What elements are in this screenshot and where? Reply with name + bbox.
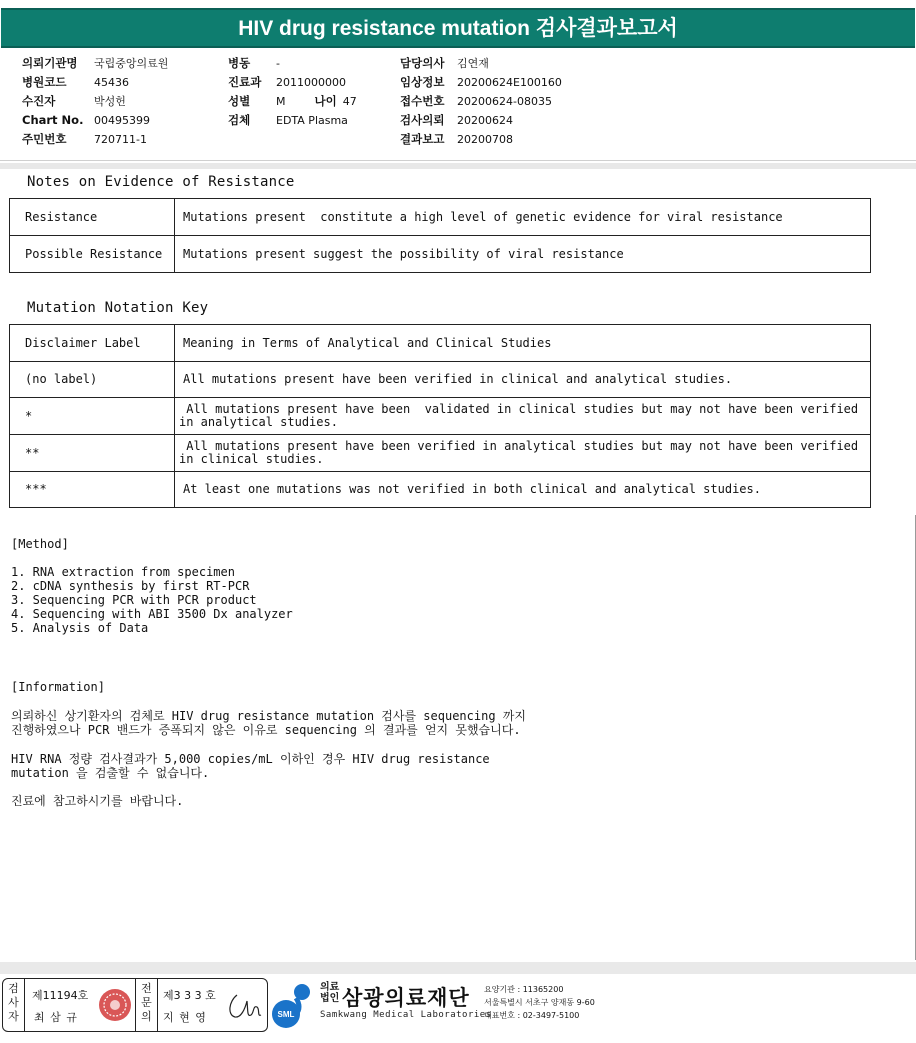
info-value: 20200624E100160 bbox=[457, 76, 562, 89]
information-paragraph: HIV RNA 정량 검사결과가 5,000 copies/mL 이하인 경우 HIV drug resistance mutation 을 검출할 수 없습니다. bbox=[11, 752, 490, 780]
signature-icon bbox=[223, 987, 265, 1025]
info-row-institution bbox=[22, 54, 168, 73]
report-title: HIV drug resistance mutation 검사결과보고서 bbox=[238, 17, 678, 40]
info-row-test-request bbox=[400, 111, 562, 130]
examiner-name: 최 삼 규 bbox=[34, 1011, 78, 1024]
table-cell-label: Resistance bbox=[10, 199, 175, 236]
report-title-banner bbox=[1, 8, 915, 48]
info-row-ward bbox=[228, 54, 357, 73]
information-paragraph: 의뢰하신 상기환자의 검체로 HIV drug resistance mutation 검사를 sequencing 까지 진행하였으나 PCR 밴드가 증폭되지 않은 이유로 sequencing 의 결과를 얻지 못했습니다. bbox=[11, 709, 526, 737]
header-divider-band bbox=[0, 163, 916, 169]
info-value: M bbox=[276, 95, 286, 108]
sml-logo-text: SML bbox=[277, 1010, 295, 1019]
info-value: 45436 bbox=[94, 76, 129, 89]
table-header-row bbox=[10, 325, 871, 362]
information-paragraph: 진료에 참고하시기를 바랍니다. bbox=[11, 794, 184, 808]
table-header-label: Disclaimer Label bbox=[10, 325, 175, 362]
info-label: 의뢰기관명 bbox=[22, 56, 78, 70]
info-row-resident-no bbox=[22, 130, 168, 149]
info-row-receipt-no bbox=[400, 92, 562, 111]
method-item: 5. Analysis of Data bbox=[11, 621, 149, 635]
age-value: 47 bbox=[342, 95, 357, 108]
info-label: 진료과 bbox=[228, 75, 262, 89]
info-value: 20200624-08035 bbox=[457, 95, 552, 108]
org-info-line: 대표번호 : 02-3497-5100 bbox=[484, 1011, 580, 1020]
info-value: 720711-1 bbox=[94, 133, 147, 146]
table-cell-text: All mutations present have been verified in analytical studies but may not have been verified in clinical studies. bbox=[175, 435, 871, 472]
org-english-name: Samkwang Medical Laboratories bbox=[320, 1010, 492, 1020]
info-row-specimen bbox=[228, 111, 357, 130]
info-row-department bbox=[228, 73, 357, 92]
reviewer-label-text: 전문의 bbox=[141, 982, 152, 1023]
info-value: 20200708 bbox=[457, 133, 513, 146]
examiner-label-text: 검사자 bbox=[8, 982, 19, 1023]
examiner-seal-icon bbox=[97, 987, 133, 1023]
table-cell-text: At least one mutations was not verified in both clinical and analytical studies. bbox=[175, 472, 871, 508]
info-row-physician bbox=[400, 54, 562, 73]
age-label: 나이 bbox=[314, 94, 337, 108]
info-label: 검체 bbox=[228, 113, 251, 127]
info-row-chart-no bbox=[22, 111, 168, 130]
table-cell-label: * bbox=[10, 398, 175, 435]
info-label: 접수번호 bbox=[400, 94, 445, 108]
info-value: 2011000000 bbox=[276, 76, 346, 89]
method-item: 1. RNA extraction from specimen bbox=[11, 565, 235, 579]
examiner-label bbox=[3, 979, 25, 1031]
table-row bbox=[10, 435, 871, 472]
table-header-text: Meaning in Terms of Analytical and Clinical Studies bbox=[175, 325, 871, 362]
key-table bbox=[9, 324, 871, 508]
org-name: 삼광의료재단 bbox=[342, 986, 470, 1010]
info-label: 담당의사 bbox=[400, 56, 445, 70]
notes-section-title: Notes on Evidence of Resistance bbox=[27, 174, 295, 190]
patient-info-col-3 bbox=[400, 54, 562, 149]
table-row bbox=[10, 236, 871, 273]
info-value: 국립중앙의료원 bbox=[94, 57, 169, 70]
signature-box bbox=[2, 978, 268, 1032]
info-row-result-report bbox=[400, 130, 562, 149]
table-row bbox=[10, 199, 871, 236]
reviewer-name: 지 현 영 bbox=[163, 1011, 207, 1024]
info-label: 성별 bbox=[228, 94, 251, 108]
reviewer-label bbox=[136, 979, 158, 1031]
info-label: 임상정보 bbox=[400, 75, 445, 89]
table-row bbox=[10, 472, 871, 508]
sml-logo-icon bbox=[270, 980, 320, 1030]
table-cell-text: All mutations present have been verified in clinical and analytical studies. bbox=[175, 362, 871, 398]
info-label: Chart No. bbox=[22, 113, 84, 127]
org-info-line: 요양기관 : 11365200 bbox=[484, 985, 564, 994]
table-cell-label: (no label) bbox=[10, 362, 175, 398]
info-row-clinical-info bbox=[400, 73, 562, 92]
information-title: [Information] bbox=[11, 680, 105, 694]
info-value: - bbox=[276, 57, 280, 70]
method-item: 2. cDNA synthesis by first RT-PCR bbox=[11, 579, 250, 593]
org-prefix: 의료법인 bbox=[320, 982, 340, 1004]
info-label: 주민번호 bbox=[22, 132, 67, 146]
examiner-number: 제11194호 bbox=[32, 989, 89, 1002]
method-item: 3. Sequencing PCR with PCR product bbox=[11, 593, 257, 607]
info-row-hospital-code bbox=[22, 73, 168, 92]
patient-info-col-2 bbox=[228, 54, 357, 130]
info-value: 00495399 bbox=[94, 114, 150, 127]
key-section-title: Mutation Notation Key bbox=[27, 300, 209, 316]
info-label: 병원코드 bbox=[22, 75, 67, 89]
org-info-line: 서울특별시 서초구 양재동 9-60 bbox=[484, 998, 595, 1007]
info-label: 병동 bbox=[228, 56, 251, 70]
method-item: 4. Sequencing with ABI 3500 Dx analyzer bbox=[11, 607, 293, 621]
method-title: [Method] bbox=[11, 537, 69, 551]
table-cell-text: Mutations present suggest the possibility of viral resistance bbox=[175, 236, 871, 273]
info-value: 김연재 bbox=[457, 57, 489, 70]
patient-info-header bbox=[22, 54, 902, 154]
notes-table bbox=[9, 198, 871, 273]
info-value: 박성헌 bbox=[94, 95, 126, 108]
info-row-sex-age bbox=[228, 92, 357, 111]
info-value: EDTA Plasma bbox=[276, 114, 348, 127]
org-contact-info bbox=[484, 983, 595, 1022]
table-cell-label: *** bbox=[10, 472, 175, 508]
patient-info-col-1 bbox=[22, 54, 168, 149]
header-divider bbox=[0, 160, 916, 161]
table-cell-text: Mutations present constitute a high level of genetic evidence for viral resistance bbox=[175, 199, 871, 236]
table-cell-label: ** bbox=[10, 435, 175, 472]
table-row bbox=[10, 398, 871, 435]
info-label: 검사의뢰 bbox=[400, 113, 445, 127]
reviewer-number: 제3 3 3 호 bbox=[163, 989, 216, 1002]
table-cell-text: All mutations present have been validated in clinical studies but may not have been verified in analytical studies. bbox=[175, 398, 871, 435]
info-row-patient bbox=[22, 92, 168, 111]
info-value: 20200624 bbox=[457, 114, 513, 127]
footer-divider-band bbox=[0, 962, 916, 974]
info-label: 결과보고 bbox=[400, 132, 445, 146]
table-row bbox=[10, 362, 871, 398]
table-cell-label: Possible Resistance bbox=[10, 236, 175, 273]
info-label: 수진자 bbox=[22, 94, 56, 108]
